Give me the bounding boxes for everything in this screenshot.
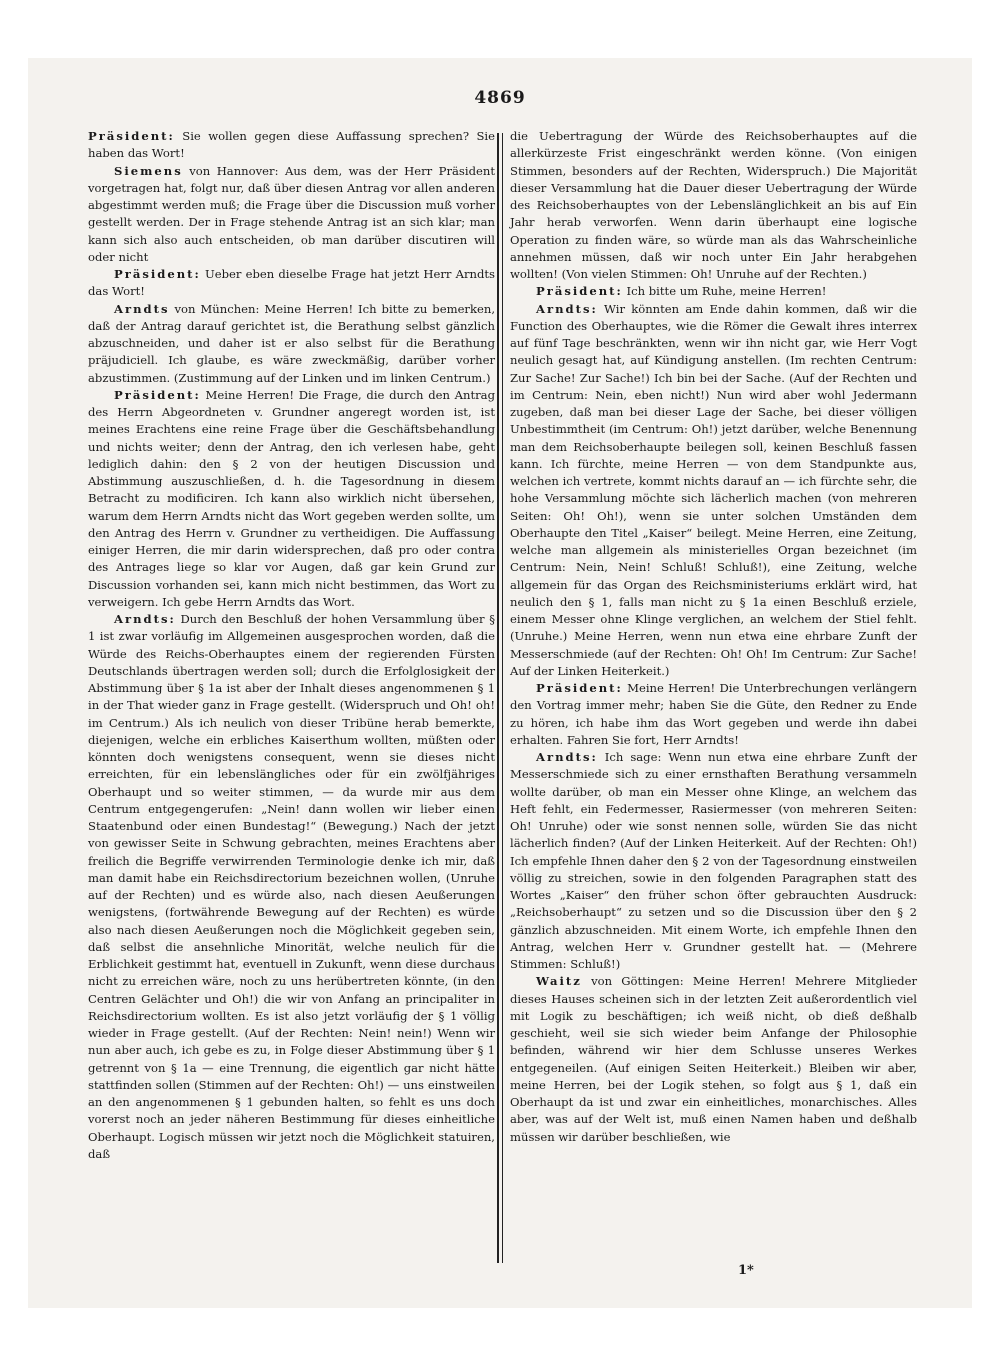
right-column xyxy=(510,128,917,1146)
paragraph xyxy=(88,266,495,301)
left-column xyxy=(88,128,495,1163)
speaker-name: Präsident: xyxy=(536,681,623,695)
paragraph xyxy=(88,611,495,1163)
paragraph xyxy=(510,749,917,973)
paragraph xyxy=(88,128,495,163)
speaker-name: Präsident: xyxy=(536,284,623,299)
speaker-name: Arndts: xyxy=(114,612,176,626)
paragraph xyxy=(510,283,917,300)
column-divider xyxy=(497,133,503,1263)
paragraph-text: Ich sage: Wenn nun etwa eine ehrbare Zunft der Messerschmiede sich zu einer ernsthaften Berathung versammeln wollte darüber, ob man ein Messer ohne Klinge, an welchem das Heft fehlt, ein Federmesser, Rasiermesser (von mehreren Seiten: Oh! Unruhe) oder wie sonst nennen solle, würden Sie das nicht lächerlich finden? (Auf der Linken Heiterkeit. Auf der Rechten: Oh!) Ich empfehle Ihnen daher den § 2 von der Tagesordnung einstweilen völlig zu streichen, sowie in den folgenden Paragraphen statt des Wortes „Kaiser“ den früher schon öfter gebrauchten Ausdruck: „Reichsoberhaupt“ zu setzen und so die Discussion über den § 2 gänzlich abzuschneiden. Mit einem Worte, ich empfehle Ihnen den Antrag, welchen Herr v. Grundner gestellt hat. — (Mehrere Stimmen: Schluß!) xyxy=(510,750,917,971)
paragraph-text: Ueber eben dieselbe Frage hat jetzt Herr Arndts das Wort! xyxy=(88,267,496,299)
speaker-name: Waitz xyxy=(536,974,582,989)
paragraph-text: von Göttingen: Meine Herren! Mehrere Mitglieder dieses Hauses scheinen sich in der letzten Zeit außerordentlich viel mit Logik zu beschäftigen; ich weiß nicht, ob dieß deßhalb geschieht, weil sie sich wieder beim Anfange der Philosophie befinden, während wir hier dem Schlusse unseres Werkes entgegeneilen. (Auf einigen Seiten Heiterkeit.) Bleiben wir aber, meine Herren, bei der Logik stehen, so folgt aus § 1, daß ein Oberhaupt da ist und zwar ein einheitliches, monarchisches. Alles aber, was auf der Welt ist, muß einen Namen haben und deßhalb müssen wir darüber beschließen, wie xyxy=(510,974,917,1144)
speaker-name: Präsident: xyxy=(114,267,201,281)
speaker-name: Siemens xyxy=(114,163,183,178)
paragraph-text: Durch den Beschluß der hohen Versammlung über § 1 ist zwar vorläufig im Allgemeinen ausgesprochen worden, daß die Würde des Reichs-Oberhauptes einem der regierenden Fürsten Deutschlands übertragen werden soll; durch die Erfolglosigkeit der Abstimmung über § 1a ist aber der Inhalt dieses angenommenen § 1 in der That wieder ganz in Frage gestellt. (Widerspruch und Oh! oh! im Centrum.) Als ich neulich von dieser Tribüne herab bemerkte, diejenigen, welche ein erbliches Kaiserthum wollten, müßten oder könnten doch wenigstens consequent, wenn sie dieses nicht erreichten, für ein lebenslängliches oder für ein zwölfjähriges Oberhaupt und so weiter stimmen, — da wurde mir aus dem Centrum entgegengerufen: „Nein! dann wollen wir lieber einen Staatenbund oder einen Bundestag!“ (Bewegung.) Nach der jetzt von gewisser Seite in Schwung gebrachten, meines Erachtens aber freilich die Begriffe verwirrenden Terminologie denke ich mir, daß man damit habe ein Reichsdirectorium bezeichnen wollen, (Unruhe auf der Rechten) und es würde also, nach diesen Aeußerungen wenigstens, (fortwährende Bewegung auf der Rechten) es würde also nach diesen Aeußerungen noch die Möglichkeit gegeben sein, daß selbst die ansehnliche Minorität, welche neulich für die Erblichkeit gestimmt hat, eventuell in Zukunft, wenn diese durchaus nicht zu erreichen wäre, noch zu uns herübertreten könnte, (in den Centren Gelächter und Oh!) die wir von Anfang an principaliter in Reichsdirectorium wollten. Es ist also jetzt vorläufig der § 1 völlig wieder in Frage gestellt. (Auf der Rechten: Nein! nein!) Wenn wir nun aber auch, ich gebe es zu, in Folge dieser Abstimmung über § 1 getrennt von § 1a — eine Trennung, die eigentlich gar nicht hätte stattfinden sollen (Stimmen auf der Rechten: Oh!) — uns einstweilen an den angenommenen § 1 gebunden halten, so fehlt es uns doch vorerst noch an jeder näheren Bestimmung für dieses einheitliche Oberhaupt. Logisch müssen wir jetzt noch die Möglichkeit statuiren, daß xyxy=(88,612,495,1161)
paragraph-text: Sie wollen gegen diese Auffassung sprechen? Sie haben das Wort! xyxy=(88,129,495,161)
paragraph xyxy=(510,128,917,283)
paragraph xyxy=(88,301,495,387)
speaker-name: Präsident: xyxy=(114,387,201,402)
paragraph-text: Ich bitte um Ruhe, meine Herren! xyxy=(626,284,827,299)
paragraph xyxy=(510,301,917,681)
paragraph-text: die Uebertragung der Würde des Reichsoberhauptes auf die allerkürzeste Frist eingeschränkt werden könne. (Von einigen Stimmen, besonders auf der Rechten, Widerspruch.) Die Majorität dieser Versammlung hat die Dauer dieser Uebertragung der Würde des Reichsoberhauptes von der Lebenslänglichkeit an bis auf Ein Jahr herab verworfen. Wenn darin überhaupt eine logische Operation zu finden wäre, so würde man als das Wahrscheinliche annehmen müssen, daß wir noch unter Ein Jahr herabgehen wollten! (Von vielen Stimmen: Oh! Unruhe auf der Rechten.) xyxy=(510,129,917,281)
paragraph-text: Wir könnten am Ende dahin kommen, daß wir die Function des Oberhauptes, wie die Römer die Gewalt ihres interrex auf fünf Tage beschränkten, wenn wir ihn nicht gar, wie Herr Vogt neulich gesagt hat, auf Kündigung anstellen. (Im rechten Centrum: Zur Sache! Zur Sache!) Ich bin bei der Sache. (Auf der Rechten und im Centrum: Nein, eben nicht!) Nun wird aber wohl Jedermann zugeben, daß man bei dieser Lage der Sache, bei dieser völligen Unbestimmtheit (im Centrum: Oh!) jetzt darüber, welche Benennung man dem Reichsoberhaupte beilegen soll, keinen Beschluß fassen kann. Ich fürchte, meine Herren — von dem Standpunkte aus, welchen ich vertrete, kommt nichts darauf an — ich fürchte sehr, die hohe Versammlung möchte sich lächerlich machen (von mehreren Seiten: Oh! Oh!), wenn sie unter solchen Umständen dem Oberhaupte den Titel „Kaiser“ beilegt. Meine Herren, eine Zeitung, welche man allgemein als ministerielles Organ bezeichnet (im Centrum: Nein, Nein! Schluß! Schluß!), eine Zeitung, welche allgemein für das Organ des Reichsministeriums erklärt wird, hat neulich den § 1, falls man nicht zu § 1a einen Beschluß erziele, einem Messer ohne Klinge verglichen, an welchem der Stiel fehlt. (Unruhe.) Meine Herren, wenn nun etwa eine ehrbare Zunft der Messerschmiede (auf der Rechten: Oh! Oh! Im Centrum: Zur Sache! Auf der Linken Heiterkeit.) xyxy=(510,301,917,678)
speaker-name: Arndts xyxy=(114,301,170,316)
sheet-signature: 1* xyxy=(738,1263,754,1278)
paragraph-text: Meine Herren! Die Unterbrechungen verlängern den Vortrag immer mehr; haben Sie die Güte, den Redner zu Ende zu hören, ich habe ihm das Wort gegeben und werde ihn dabei erhalten. Fahren Sie fort, Herr Arndts! xyxy=(510,681,917,747)
paragraph-text: von Hannover: Aus dem, was der Herr Präsident vorgetragen hat, folgt nur, daß über diesen Antrag vor allen anderen abgestimmt werden muß; die Frage über die Discussion muß vorher gestellt werden. Der in Frage stehende Antrag ist an sich klar; man kann sich also auch entscheiden, ob man darüber discutiren will oder nicht xyxy=(88,163,495,264)
paragraph-text: von München: Meine Herren! Ich bitte zu bemerken, daß der Antrag darauf gerichtet ist, die Berathung selbst gänzlich abzuschneiden, und daher ist er also selbst für die Berathung präjudiciell. Ich glaube, es wäre zweckmäßig, darüber vorher abzustimmen. (Zustimmung auf der Linken und im linken Centrum.) xyxy=(88,301,496,385)
page-number: 4869 xyxy=(474,88,526,108)
paragraph xyxy=(510,973,917,1146)
speaker-name: Arndts: xyxy=(536,750,598,764)
speaker-name: Arndts: xyxy=(536,301,598,316)
paragraph xyxy=(510,680,917,749)
speaker-name: Präsident: xyxy=(88,129,175,143)
paragraph-text: Meine Herren! Die Frage, die durch den Antrag des Herrn Abgeordneten v. Grundner angeregt worden ist, ist meines Erachtens eine reine Frage über die Geschäftsbehandlung und nichts weiter; denn der Antrag, den ich verlesen habe, geht lediglich dahin: den § 2 von der heutigen Discussion und Abstimmung auszuschließen, d. h. die Tagesordnung in diesem Betracht zu modificiren. Ich kann also wirklich nicht übersehen, warum dem Herrn Arndts nicht das Wort gegeben werden sollte, um den Antrag des Herrn v. Grundner zu vertheidigen. Die Auffassung einiger Herren, die mir darin widersprechen, daß pro oder contra des Antrages liege so klar vor Augen, daß gar kein Grund zur Discussion vorhanden sei, kann mich nicht bestimmen, das Wort zu verweigern. Ich gebe Herrn Arndts das Wort. xyxy=(88,387,496,609)
paragraph xyxy=(88,387,495,611)
paragraph xyxy=(88,163,495,267)
